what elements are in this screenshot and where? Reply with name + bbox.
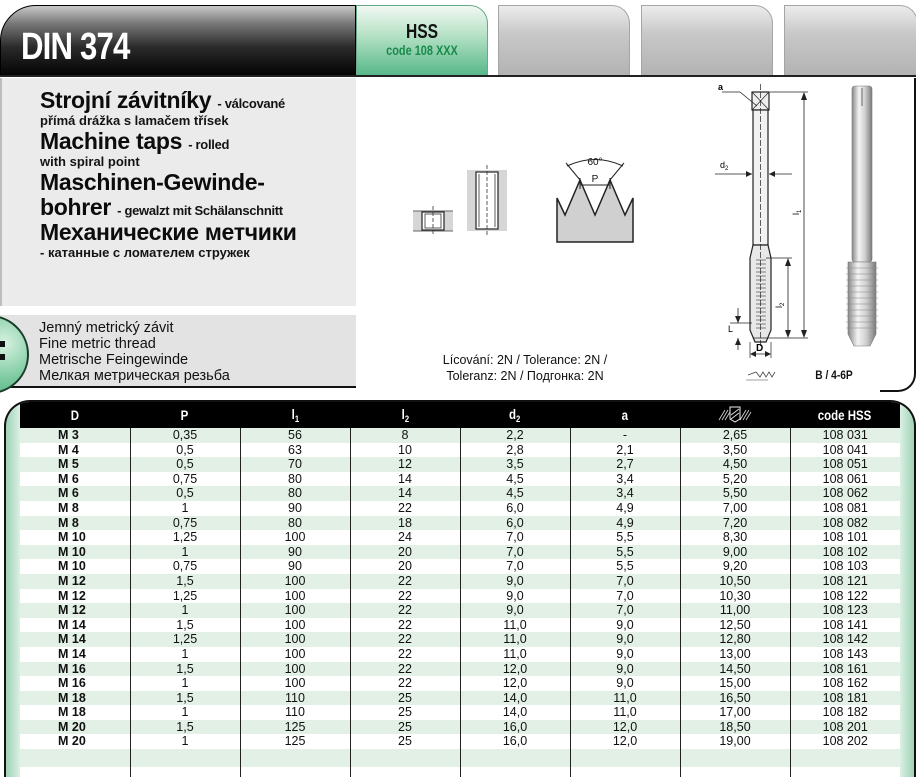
cell-col-l1: 90 [240, 501, 350, 516]
header-label: D [70, 407, 80, 423]
cell-col-d2: 9,0 [460, 603, 570, 618]
cell-col-drill-size: 9,20 [680, 559, 790, 574]
cell-col-D: M 8 [20, 501, 130, 516]
cell-col-l1: 90 [240, 545, 350, 560]
empty-cell [460, 749, 570, 767]
cell-col-code-hss: 108 041 [790, 443, 900, 458]
cell-col-l1: 100 [240, 603, 350, 618]
page-title: DIN 374 [21, 26, 130, 68]
thread-type-en: Fine metric thread [39, 336, 156, 352]
cell-col-P: 1 [130, 501, 240, 516]
cell-col-d2: 7,0 [460, 559, 570, 574]
cell-col-drill-size: 11,00 [680, 603, 790, 618]
header-label: P [181, 407, 189, 423]
cell-col-d2: 14,0 [460, 705, 570, 720]
cell-col-l2: 24 [350, 530, 460, 545]
cell-col-drill-size: 5,50 [680, 486, 790, 501]
dim-D-label: D [756, 343, 764, 354]
cell-col-drill-size: 7,20 [680, 516, 790, 531]
cell-col-code-hss: 108 061 [790, 472, 900, 487]
cell-col-D: M 8 [20, 516, 130, 531]
cell-col-P: 1 [130, 603, 240, 618]
cell-col-l1: 100 [240, 647, 350, 662]
cell-col-a: 11,0 [570, 691, 680, 706]
cell-col-drill-size: 12,50 [680, 618, 790, 633]
cell-col-P: 1,5 [130, 618, 240, 633]
cell-col-P: 0,75 [130, 559, 240, 574]
header-label: code HSS [818, 407, 872, 423]
cell-col-d2: 11,0 [460, 647, 570, 662]
title-de-2 [40, 195, 360, 220]
table-row [20, 691, 900, 706]
title-ru: Механические метчики [40, 219, 297, 245]
tap-photo [840, 84, 885, 364]
cell-col-P: 0,5 [130, 486, 240, 501]
table-row [20, 676, 900, 691]
cell-col-code-hss: 108 142 [790, 632, 900, 647]
cell-col-D: M 14 [20, 632, 130, 647]
cell-col-d2: 9,0 [460, 589, 570, 604]
cell-col-drill-size: 9,00 [680, 545, 790, 560]
cell-col-l2: 14 [350, 472, 460, 487]
table-row [20, 603, 900, 618]
cell-col-D: M 12 [20, 574, 130, 589]
cell-col-l2: 18 [350, 516, 460, 531]
cell-col-d2: 11,0 [460, 632, 570, 647]
table-row [20, 545, 900, 560]
cell-col-D: M 20 [20, 734, 130, 749]
table-row [20, 647, 900, 662]
header-col-code-hss [790, 402, 900, 428]
cell-col-l2: 22 [350, 618, 460, 633]
cell-col-a: - [570, 428, 680, 443]
title-tab [0, 5, 356, 75]
empty-cell [790, 749, 900, 767]
chamfer-profile-label: B / 4-6P [815, 368, 853, 382]
cell-col-drill-size: 8,30 [680, 530, 790, 545]
cell-col-P: 1,5 [130, 720, 240, 735]
cell-col-a: 7,0 [570, 589, 680, 604]
empty-cell [350, 749, 460, 767]
cell-col-drill-size: 17,00 [680, 705, 790, 720]
header-col-a [570, 402, 680, 428]
cell-col-code-hss: 108 062 [790, 486, 900, 501]
table-row [20, 428, 900, 443]
cell-col-l2: 22 [350, 676, 460, 691]
title-en-sub1: - rolled [188, 137, 230, 152]
header-col-d2 [460, 402, 570, 428]
cell-col-d2: 6,0 [460, 501, 570, 516]
cell-col-l1: 90 [240, 559, 350, 574]
cell-col-D: M 16 [20, 676, 130, 691]
cell-col-l1: 100 [240, 530, 350, 545]
title-cz-sub1: - válcované [217, 96, 285, 111]
tab-empty-1[interactable] [498, 5, 630, 75]
cell-col-D: M 14 [20, 618, 130, 633]
cell-col-l1: 100 [240, 632, 350, 647]
cell-col-a: 7,0 [570, 603, 680, 618]
tab-hss[interactable] [356, 5, 488, 75]
cell-col-a: 5,5 [570, 530, 680, 545]
cell-col-code-hss: 108 121 [790, 574, 900, 589]
cell-col-P: 1 [130, 734, 240, 749]
cell-col-d2: 7,0 [460, 545, 570, 560]
cell-col-D: M 18 [20, 705, 130, 720]
cell-col-l2: 20 [350, 559, 460, 574]
cell-col-P: 0,5 [130, 457, 240, 472]
cell-col-code-hss: 108 082 [790, 516, 900, 531]
cell-col-P: 1,5 [130, 691, 240, 706]
cell-col-drill-size: 16,50 [680, 691, 790, 706]
cell-col-drill-size: 18,50 [680, 720, 790, 735]
cell-col-l2: 22 [350, 574, 460, 589]
cell-col-d2: 12,0 [460, 676, 570, 691]
cell-col-drill-size: 5,20 [680, 472, 790, 487]
dim-d2-label: $d_2$ [720, 160, 729, 172]
empty-cell [130, 767, 240, 777]
cell-col-l2: 22 [350, 501, 460, 516]
cell-col-l1: 80 [240, 516, 350, 531]
cell-col-code-hss: 108 201 [790, 720, 900, 735]
empty-cell [20, 749, 130, 767]
table-row [20, 589, 900, 604]
cell-col-P: 1,25 [130, 589, 240, 604]
header-col-drill-size [680, 402, 790, 428]
table-row [20, 457, 900, 472]
thread-type-cz: Jemný metrický závit [39, 320, 174, 336]
cell-col-code-hss: 108 181 [790, 691, 900, 706]
cell-col-l1: 100 [240, 574, 350, 589]
tab-hss-code: code 108 XXX [386, 42, 458, 58]
cell-col-P: 0,35 [130, 428, 240, 443]
table-row [20, 559, 900, 574]
tab-empty-2[interactable] [641, 5, 773, 75]
cell-col-l1: 110 [240, 705, 350, 720]
thread-profile-diagram [550, 155, 640, 245]
cell-col-d2: 4,5 [460, 486, 570, 501]
title-de-sub: - gewalzt mit Schälanschnitt [117, 203, 283, 218]
cell-col-l2: 14 [350, 486, 460, 501]
cell-col-d2: 3,5 [460, 457, 570, 472]
cell-col-drill-size: 10,30 [680, 589, 790, 604]
cell-col-code-hss: 108 141 [790, 618, 900, 633]
cell-col-l2: 22 [350, 632, 460, 647]
through-hole-icon [467, 165, 507, 237]
cell-col-a: 9,0 [570, 618, 680, 633]
dim-l1-label: $l_1$ [791, 209, 803, 215]
cell-col-a: 5,5 [570, 559, 680, 574]
cell-col-P: 0,75 [130, 516, 240, 531]
cell-col-code-hss: 108 161 [790, 662, 900, 677]
table-row [20, 574, 900, 589]
product-table-container [4, 400, 916, 777]
cell-col-l2: 10 [350, 443, 460, 458]
cell-col-P: 1 [130, 647, 240, 662]
cell-col-P: 1,25 [130, 632, 240, 647]
cell-col-a: 9,0 [570, 632, 680, 647]
product-table [20, 402, 900, 777]
cell-col-code-hss: 108 051 [790, 457, 900, 472]
cell-col-l1: 100 [240, 676, 350, 691]
cell-col-D: M 6 [20, 486, 130, 501]
cell-col-code-hss: 108 101 [790, 530, 900, 545]
cell-col-code-hss: 108 143 [790, 647, 900, 662]
cell-col-D: M 14 [20, 647, 130, 662]
cell-col-d2: 14,0 [460, 691, 570, 706]
title-cz-main: Strojní závitníky [40, 87, 212, 113]
hole-types-diagram [410, 160, 520, 240]
table-row [20, 618, 900, 633]
empty-row [20, 749, 900, 767]
empty-cell [350, 767, 460, 777]
cell-col-l1: 56 [240, 428, 350, 443]
cell-col-a: 3,4 [570, 486, 680, 501]
cell-col-D: M 4 [20, 443, 130, 458]
pitch-label: P [591, 174, 599, 185]
cell-col-P: 1 [130, 705, 240, 720]
cell-col-l1: 100 [240, 589, 350, 604]
table-row [20, 662, 900, 677]
cell-col-d2: 2,2 [460, 428, 570, 443]
table-row [20, 501, 900, 516]
header-col-D [20, 402, 130, 428]
cell-col-D: M 12 [20, 603, 130, 618]
cell-col-a: 7,0 [570, 574, 680, 589]
cell-col-D: M 10 [20, 530, 130, 545]
tolerance-note [405, 352, 645, 384]
cell-col-D: M 10 [20, 545, 130, 560]
cell-col-d2: 4,5 [460, 472, 570, 487]
cell-col-drill-size: 10,50 [680, 574, 790, 589]
cell-col-d2: 16,0 [460, 734, 570, 749]
cell-col-code-hss: 108 081 [790, 501, 900, 516]
cell-col-a: 9,0 [570, 662, 680, 677]
cell-col-l1: 100 [240, 618, 350, 633]
cell-col-d2: 11,0 [460, 618, 570, 633]
cell-col-a: 3,4 [570, 472, 680, 487]
header-label: $l_1$ [291, 406, 299, 424]
thread-type-block [0, 315, 356, 388]
cell-col-l1: 80 [240, 472, 350, 487]
cell-col-drill-size: 14,50 [680, 662, 790, 677]
tab-empty-3[interactable] [784, 5, 916, 75]
blind-hole-icon [413, 206, 453, 236]
tolerance-line-2: Toleranz: 2N / Подгонка: 2N [446, 369, 604, 383]
cell-col-l2: 25 [350, 691, 460, 706]
cell-col-drill-size: 12,80 [680, 632, 790, 647]
cell-col-P: 0,5 [130, 443, 240, 458]
cell-col-code-hss: 108 162 [790, 676, 900, 691]
cell-col-code-hss: 108 102 [790, 545, 900, 560]
tolerance-line-1: Lícování: 2N / Tolerance: 2N / [442, 353, 608, 367]
cell-col-l2: 12 [350, 457, 460, 472]
cell-col-drill-size: 19,00 [680, 734, 790, 749]
title-en-sub2: with spiral point [40, 154, 140, 169]
cell-col-D: M 5 [20, 457, 130, 472]
table-row [20, 486, 900, 501]
cell-col-code-hss: 108 103 [790, 559, 900, 574]
empty-cell [680, 767, 790, 777]
empty-cell [460, 767, 570, 777]
cell-col-a: 4,9 [570, 501, 680, 516]
cell-col-a: 9,0 [570, 647, 680, 662]
cell-col-a: 5,5 [570, 545, 680, 560]
chamfer-symbol-icon [748, 372, 775, 377]
empty-row [20, 767, 900, 777]
header-col-P [130, 402, 240, 428]
cell-col-l2: 25 [350, 705, 460, 720]
cell-col-l2: 22 [350, 662, 460, 677]
table-row [20, 530, 900, 545]
tab-hss-label: HSS [405, 21, 439, 43]
cell-col-l1: 110 [240, 691, 350, 706]
cell-col-l2: 25 [350, 720, 460, 735]
cell-col-D: M 20 [20, 720, 130, 735]
title-ru-sub: - катанные с ломателем стружек [40, 245, 250, 260]
thread-type-de: Metrische Feingewinde [39, 352, 189, 368]
cell-col-l1: 80 [240, 486, 350, 501]
cell-col-drill-size: 15,00 [680, 676, 790, 691]
title-en-main: Machine taps [40, 128, 183, 154]
title-cz [40, 88, 360, 113]
cell-col-d2: 6,0 [460, 516, 570, 531]
cell-col-l2: 8 [350, 428, 460, 443]
empty-cell [240, 749, 350, 767]
cell-col-P: 1,25 [130, 530, 240, 545]
empty-cell [790, 767, 900, 777]
cell-col-d2: 2,8 [460, 443, 570, 458]
cell-col-a: 12,0 [570, 720, 680, 735]
dim-l2-label: $l_2$ [774, 302, 786, 308]
cell-col-a: 9,0 [570, 676, 680, 691]
table-row [20, 720, 900, 735]
empty-cell [130, 749, 240, 767]
cell-col-code-hss: 108 122 [790, 589, 900, 604]
cell-col-P: 0,75 [130, 472, 240, 487]
cell-col-l1: 125 [240, 720, 350, 735]
title-cz-sub2: přímá drážka s lamačem třísek [40, 113, 229, 128]
header-label: $l_2$ [401, 406, 409, 424]
table-row [20, 734, 900, 749]
cell-col-P: 1,5 [130, 662, 240, 677]
cell-col-d2: 16,0 [460, 720, 570, 735]
empty-cell [20, 767, 130, 777]
cell-col-l2: 22 [350, 589, 460, 604]
cell-col-D: M 6 [20, 472, 130, 487]
cell-col-l2: 25 [350, 734, 460, 749]
cell-col-P: 1 [130, 676, 240, 691]
dim-L-label: L [728, 324, 734, 334]
empty-cell [240, 767, 350, 777]
cell-col-l1: 63 [240, 443, 350, 458]
cell-col-D: M 12 [20, 589, 130, 604]
title-de-main: bohrer [40, 194, 112, 220]
cell-col-a: 2,1 [570, 443, 680, 458]
header-col-l2 [350, 402, 460, 428]
dim-a-label: a [718, 82, 724, 92]
cell-col-l2: 22 [350, 647, 460, 662]
table-row [20, 443, 900, 458]
empty-cell [570, 767, 680, 777]
cell-col-code-hss: 108 202 [790, 734, 900, 749]
cell-col-l2: 20 [350, 545, 460, 560]
title-de-1: Maschinen-Gewinde- [40, 169, 265, 195]
cell-col-l1: 100 [240, 662, 350, 677]
table-row [20, 516, 900, 531]
cell-col-a: 12,0 [570, 734, 680, 749]
cell-col-code-hss: 108 123 [790, 603, 900, 618]
drill-size-icon [718, 405, 752, 423]
cell-col-drill-size: 7,00 [680, 501, 790, 516]
cell-col-D: M 16 [20, 662, 130, 677]
empty-cell [680, 749, 790, 767]
table-row [20, 472, 900, 487]
thread-type-ru: Мелкая метрическая резьба [39, 368, 230, 384]
table-row [20, 705, 900, 720]
header-col-l1 [240, 402, 350, 428]
cell-col-drill-size: 13,00 [680, 647, 790, 662]
cell-col-D: M 10 [20, 559, 130, 574]
title-en [40, 129, 360, 154]
diagram-frame [880, 78, 916, 392]
cell-col-a: 11,0 [570, 705, 680, 720]
cell-col-d2: 9,0 [460, 574, 570, 589]
header-label: a [621, 407, 629, 423]
cell-col-P: 1 [130, 545, 240, 560]
cell-col-drill-size: 3,50 [680, 443, 790, 458]
cell-col-a: 4,9 [570, 516, 680, 531]
header-divider [0, 75, 916, 77]
header-label: $d_2$ [509, 406, 521, 424]
cell-col-l1: 125 [240, 734, 350, 749]
table-header-row [20, 402, 900, 428]
cell-col-d2: 7,0 [460, 530, 570, 545]
cell-col-a: 2,7 [570, 457, 680, 472]
thread-angle-label: 60° [587, 157, 603, 168]
product-title-block [0, 78, 356, 306]
empty-cell [570, 749, 680, 767]
cell-col-code-hss: 108 031 [790, 428, 900, 443]
table-body [20, 428, 900, 777]
cell-col-l2: 22 [350, 603, 460, 618]
cell-col-D: M 3 [20, 428, 130, 443]
cell-col-drill-size: 4,50 [680, 457, 790, 472]
tap-dimension-drawing [700, 80, 830, 385]
cell-col-D: M 18 [20, 691, 130, 706]
cell-col-P: 1,5 [130, 574, 240, 589]
table-row [20, 632, 900, 647]
cell-col-l1: 70 [240, 457, 350, 472]
cell-col-code-hss: 108 182 [790, 705, 900, 720]
cell-col-d2: 12,0 [460, 662, 570, 677]
cell-col-drill-size: 2,65 [680, 428, 790, 443]
